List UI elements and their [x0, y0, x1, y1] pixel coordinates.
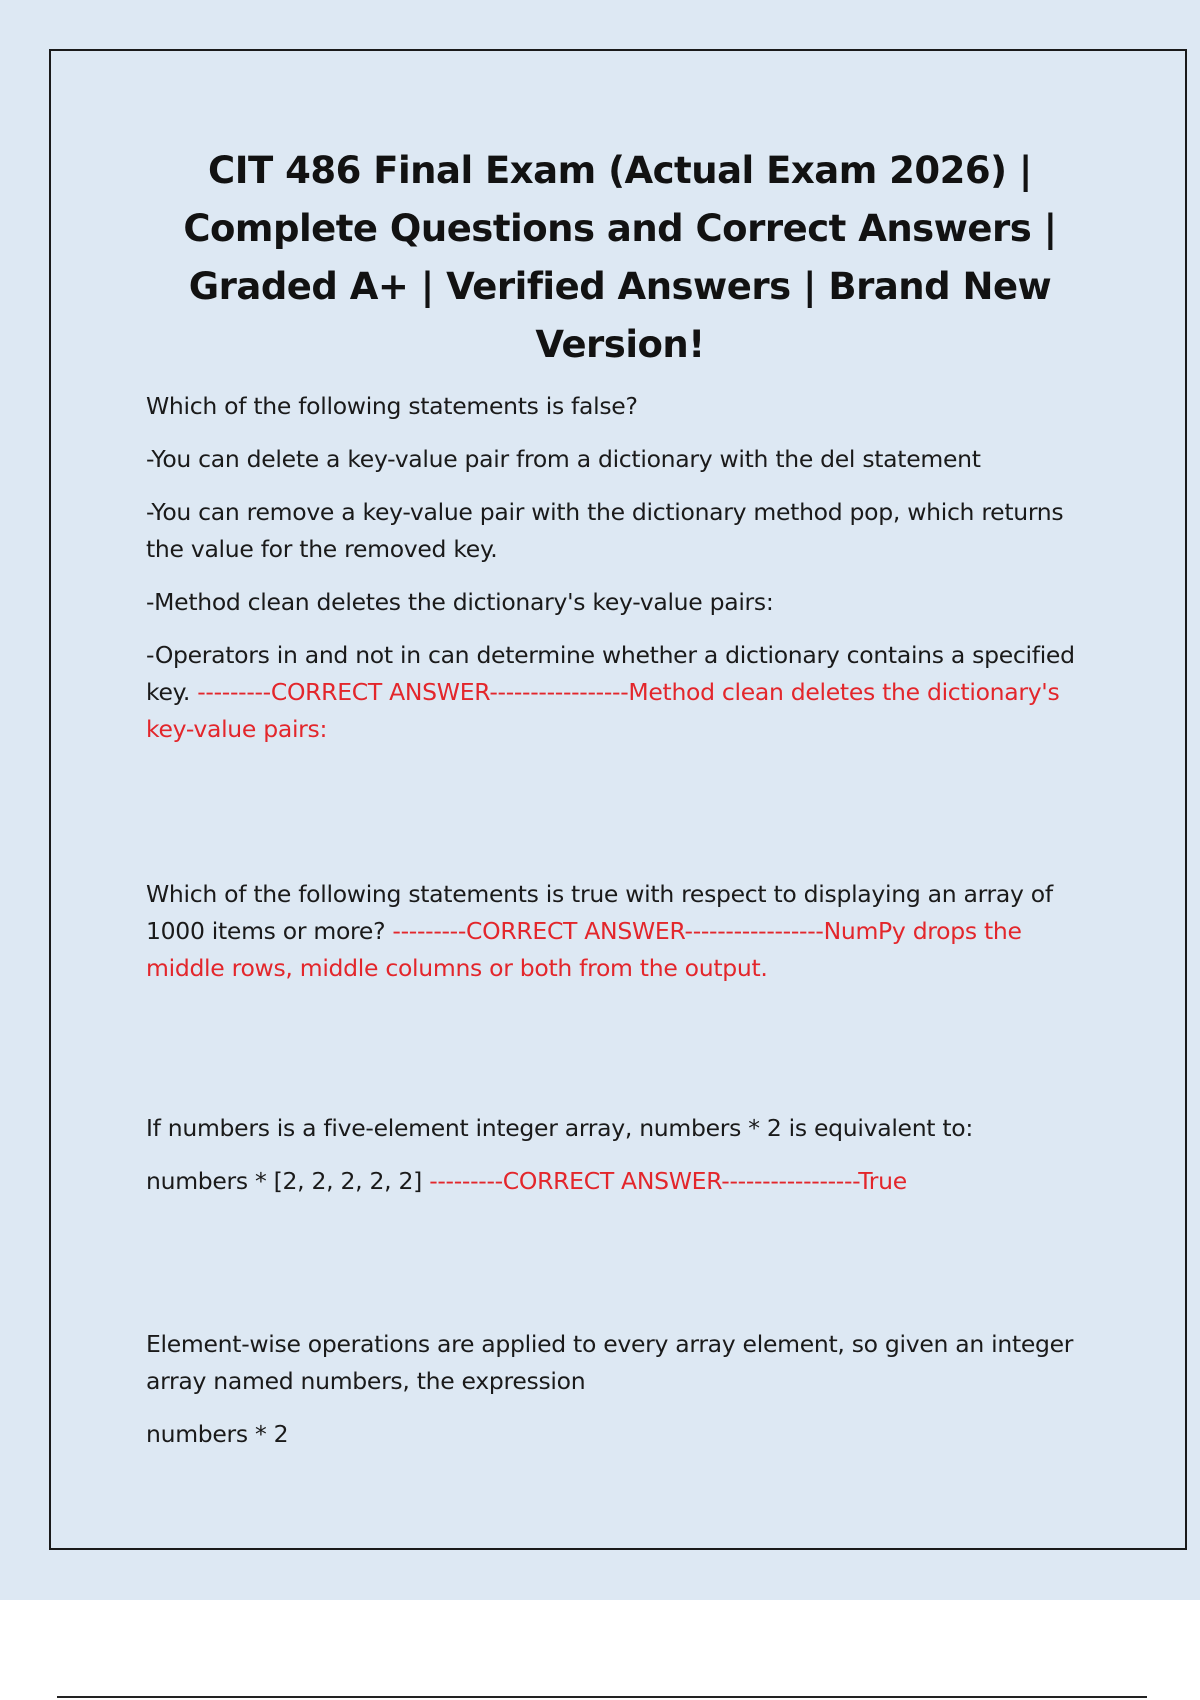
question-block-3	[146, 1110, 1091, 1216]
question-with-answer	[146, 876, 1091, 987]
footer-divider	[57, 1696, 1147, 1698]
correct-answer-marker: ---------CORRECT ANSWER-----------------	[392, 917, 824, 945]
question-option: -Operators in and not in can determine whether a dictionary contains a specified key.	[146, 641, 1075, 706]
question-prompt: If numbers is a five-element integer array, numbers * 2 is equivalent to:	[146, 1114, 973, 1142]
question-prompt: Element-wise operations are applied to every array element, so given an integer array named numbers, the expression	[146, 1330, 1074, 1395]
document-title: CIT 486 Final Exam (Actual Exam 2026) | Complete Questions and Correct Answers | Graded A+ | Verified Answers | Brand New Version!	[183, 149, 1057, 366]
correct-answer: NumPy drops the middle rows, middle columns or both from the output.	[146, 917, 1022, 982]
question-option: -Method clean deletes the dictionary's key-value pairs:	[146, 588, 774, 616]
correct-answer: True	[858, 1167, 907, 1195]
correct-answer-marker: ---------CORRECT ANSWER-----------------	[197, 678, 629, 706]
correct-answer-marker: ---------CORRECT ANSWER-----------------	[429, 1167, 859, 1195]
question-block-4	[146, 1326, 1091, 1469]
question-option: -You can delete a key-value pair from a dictionary with the del statement	[146, 445, 981, 473]
question-block-2	[146, 876, 1091, 1003]
correct-answer: Method clean deletes the dictionary's key-value pairs:	[146, 678, 1060, 743]
question-option: -You can remove a key-value pair with the dictionary method pop, which returns the value for the removed key.	[146, 498, 1064, 563]
question-prompt: Which of the following statements is true with respect to displaying an array of 1000 items or more?	[146, 880, 1053, 945]
question-option-with-answer	[146, 637, 1091, 748]
question-block-1	[146, 388, 1091, 764]
question-detail-with-answer	[146, 1163, 1091, 1200]
question-detail: numbers * 2	[146, 1420, 289, 1448]
question-prompt: Which of the following statements is false?	[146, 392, 638, 420]
question-detail: numbers * [2, 2, 2, 2, 2]	[146, 1167, 423, 1195]
